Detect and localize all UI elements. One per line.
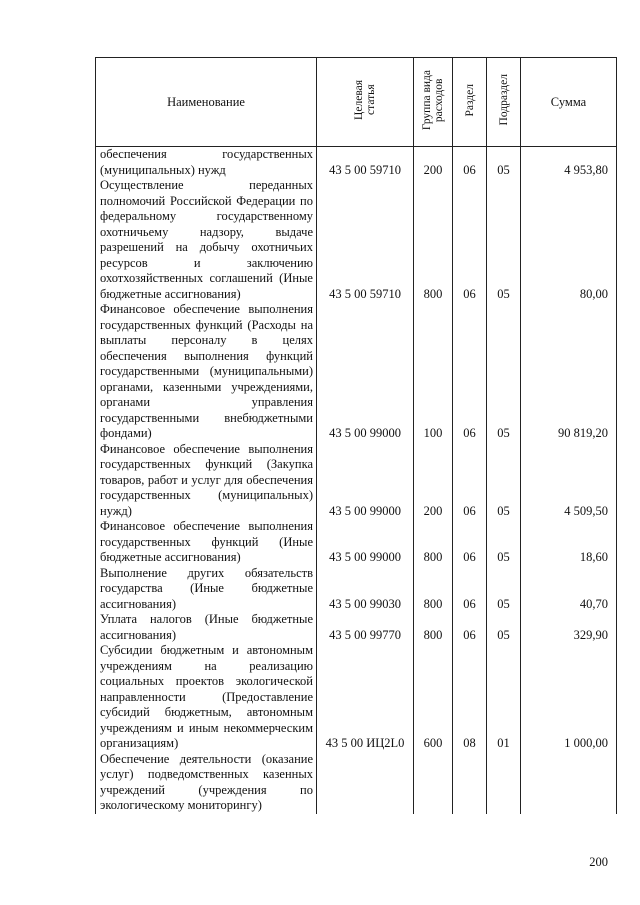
table-row (96, 178, 617, 302)
row-target: 43 5 00 59710 (317, 178, 414, 302)
row-target: 43 5 00 99000 (317, 302, 414, 442)
row-sum: 4 509,50 (521, 442, 617, 520)
row-name: обеспечения государственных (муниципальных) нужд (96, 147, 317, 179)
row-target: 43 5 00 99000 (317, 519, 414, 566)
row-sum: 1 000,00 (521, 643, 617, 752)
table-row (96, 442, 617, 520)
row-group (414, 752, 453, 814)
row-target: 43 5 00 59710 (317, 147, 414, 179)
row-section: 08 (453, 643, 487, 752)
row-section: 06 (453, 147, 487, 179)
row-group: 800 (414, 612, 453, 643)
row-subsection (487, 752, 521, 814)
budget-table (95, 57, 617, 814)
table-row (96, 147, 617, 179)
row-sum: 4 953,80 (521, 147, 617, 179)
table-header-row (96, 58, 617, 147)
row-sum: 80,00 (521, 178, 617, 302)
row-section: 06 (453, 178, 487, 302)
row-name: Осуществление переданных полномочий Российской Федерации по федеральному государственному охотничьему надзору, выдаче разрешений на добычу охотничьих ресурсов и заключению охотхозяйственных соглашений (Иные бюджетные ассигнования) (96, 178, 317, 302)
row-subsection: 05 (487, 612, 521, 643)
header-sum: Сумма (521, 58, 617, 147)
row-group: 600 (414, 643, 453, 752)
row-name: Финансовое обеспечение выполнения государственных функций (Иные бюджетные ассигнования) (96, 519, 317, 566)
row-section: 06 (453, 442, 487, 520)
row-subsection: 01 (487, 643, 521, 752)
row-subsection: 05 (487, 302, 521, 442)
row-group: 800 (414, 566, 453, 613)
row-group: 200 (414, 147, 453, 179)
header-section: Раздел (453, 58, 487, 147)
table-row (96, 643, 617, 752)
row-group: 200 (414, 442, 453, 520)
row-group: 800 (414, 178, 453, 302)
row-section (453, 752, 487, 814)
row-name: Выполнение других обязательств государства (Иные бюджетные ассигнования) (96, 566, 317, 613)
table-row (96, 612, 617, 643)
row-group: 100 (414, 302, 453, 442)
row-subsection: 05 (487, 147, 521, 179)
row-subsection: 05 (487, 178, 521, 302)
page-number: 200 (589, 855, 608, 869)
row-target: 43 5 00 ИЦ2L0 (317, 643, 414, 752)
row-section: 06 (453, 566, 487, 613)
row-sum: 90 819,20 (521, 302, 617, 442)
row-group: 800 (414, 519, 453, 566)
row-name: Финансовое обеспечение выполнения государственных функций (Закупка товаров, работ и услуг для обеспечения государственных (муниципальных) нужд) (96, 442, 317, 520)
row-name: Финансовое обеспечение выполнения государственных функций (Расходы на выплаты персоналу в целях обеспечения выполнения функций государственными (муниципальными) органами, казенными учреждениями, органами управления государственными внебюджетными фондами) (96, 302, 317, 442)
row-sum (521, 752, 617, 814)
row-subsection: 05 (487, 519, 521, 566)
header-name: Наименование (96, 58, 317, 147)
row-target (317, 752, 414, 814)
row-name: Уплата налогов (Иные бюджетные ассигнования) (96, 612, 317, 643)
row-subsection: 05 (487, 442, 521, 520)
row-section: 06 (453, 302, 487, 442)
row-sum: 40,70 (521, 566, 617, 613)
header-subsection: Подраздел (487, 58, 521, 147)
row-target: 43 5 00 99770 (317, 612, 414, 643)
table-row (96, 519, 617, 566)
table-row (96, 302, 617, 442)
row-sum: 329,90 (521, 612, 617, 643)
table-row (96, 566, 617, 613)
row-name: Обеспечение деятельности (оказание услуг) подведомственных казенных учреждений (учреждения по экологическому мониторингу) (96, 752, 317, 814)
row-section: 06 (453, 612, 487, 643)
row-subsection: 05 (487, 566, 521, 613)
row-name: Субсидии бюджетным и автономным учреждениям на реализацию социальных проектов экологической направленности (Предоставление субсидий бюджетным, автономным учреждениям и иным некоммерческим организациям) (96, 643, 317, 752)
header-target: Целевая статья (317, 58, 414, 147)
row-section: 06 (453, 519, 487, 566)
table-row (96, 752, 617, 814)
row-target: 43 5 00 99000 (317, 442, 414, 520)
header-group: Группа вида расходов (414, 58, 453, 147)
row-target: 43 5 00 99030 (317, 566, 414, 613)
row-sum: 18,60 (521, 519, 617, 566)
